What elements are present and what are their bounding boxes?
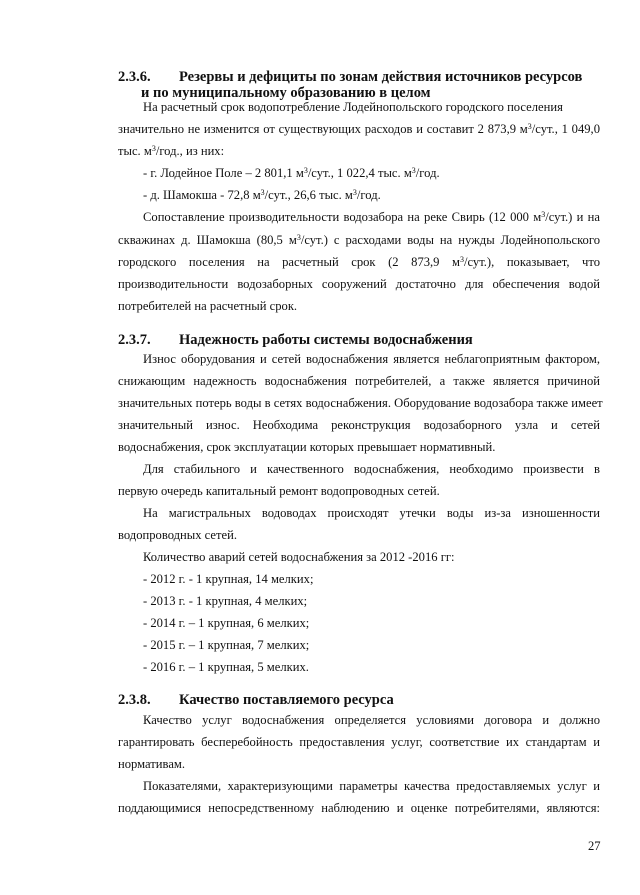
- list-item: - 2014 г. – 1 крупная, 6 мелких;: [143, 616, 310, 630]
- paragraph-line: Для стабильного и качественного водоснабжения, необходимо произвести в: [143, 462, 600, 476]
- paragraph-line: водопроводных сетей.: [118, 528, 237, 542]
- paragraph-line: значительных потерь воды в сетях водоснабжения. Оборудование водозабора также имеет: [118, 396, 603, 410]
- list-item: - д. Шамокша - 72,8 $м^3$/сут., 26,6 тыс. $м^3$/год.: [143, 188, 381, 202]
- list-item: - 2015 г. – 1 крупная, 7 мелких;: [143, 638, 310, 652]
- page-number: 27: [588, 839, 601, 853]
- section-title: Резервы и дефициты по зонам действия источников ресурсов: [179, 69, 583, 85]
- section-title: Качество поставляемого ресурса: [179, 692, 394, 708]
- paragraph-line: значительно не изменится от существующих расходов и составит 2 873,9 $м^3$/сут., 1 049,0: [118, 122, 600, 136]
- paragraph-line: снижающим надежность водоснабжения потребителей, а также является причиной: [118, 374, 600, 388]
- paragraph-line: производительности водозаборных сооружений достаточно для обеспечения водой: [118, 277, 600, 291]
- section-number: 2.3.6.: [118, 69, 151, 85]
- paragraph-line: На магистральных водоводах происходят утечки воды из-за изношенности: [143, 506, 600, 520]
- paragraph-line: городского поселения на расчетный срок (2 873,9 $м^3/сут$.), показывает, что: [118, 255, 600, 269]
- paragraph-line: первую очередь капитальный ремонт водопроводных сетей.: [118, 484, 440, 498]
- paragraph-line: потребителей на расчетный срок.: [118, 299, 298, 313]
- list-item: - 2016 г. – 1 крупная, 5 мелких.: [143, 660, 309, 674]
- paragraph-line: нормативам.: [118, 757, 186, 771]
- paragraph-line: тыс. $м^3$/год., из них:: [118, 144, 225, 158]
- section-title: Надежность работы системы водоснабжения: [179, 332, 473, 348]
- paragraph-line: Показателями, характеризующими параметры качества предоставляемых услуг и: [143, 779, 600, 793]
- section-number: 2.3.8.: [118, 692, 151, 708]
- list-item: - г. Лодейное Поле – 2 801,1 $м^3$/сут., 1 022,4 тыс. $м^3$/год.: [143, 166, 440, 180]
- paragraph-line: Износ оборудования и сетей водоснабжения является неблагоприятным фактором,: [143, 352, 600, 366]
- paragraph-line: гарантировать бесперебойность предоставления услуг, соответствие их стандартам и: [118, 735, 600, 749]
- list-item: - 2012 г. - 1 крупная, 14 мелких;: [143, 572, 314, 586]
- paragraph-line: скважинах д. Шамокша (80,5 $м^3/сут$.) с расходами воды на нужды Лодейнопольского: [118, 233, 600, 247]
- paragraph-line: значительный износ. Необходима реконструкция водозаборного узла и сетей: [118, 418, 600, 432]
- paragraph-line: Сопоставление производительности водозабора на реке Свирь (12 000 $м^3/сут$.) и на: [143, 210, 600, 224]
- paragraph-line: поддающимися непосредственному наблюдению и оценке потребителями, являются:: [118, 801, 600, 815]
- paragraph-line: Качество услуг водоснабжения определяется условиями договора и должно: [143, 713, 600, 727]
- list-item: - 2013 г. - 1 крупная, 4 мелких;: [143, 594, 308, 608]
- section-title-continued: и по муниципальному образованию в целом: [141, 85, 431, 101]
- section-number: 2.3.7.: [118, 332, 151, 348]
- paragraph-line: водоснабжения, срок эксплуатации которых превышает нормативный.: [118, 440, 496, 454]
- paragraph-line: Количество аварий сетей водоснабжения за 2012 -2016 гг:: [143, 550, 455, 564]
- paragraph-line: На расчетный срок водопотребление Лодейнопольского городского поселения: [143, 100, 563, 114]
